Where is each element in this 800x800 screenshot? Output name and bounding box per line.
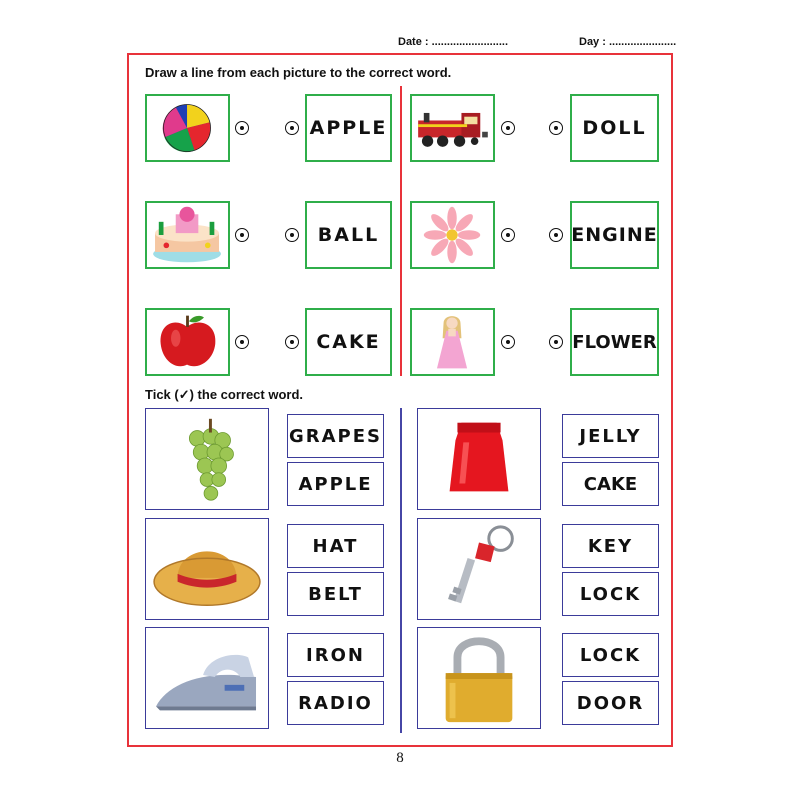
section2-divider <box>400 408 402 733</box>
apple-match-dot[interactable] <box>235 335 249 349</box>
train-engine-picture <box>410 94 495 162</box>
apple-picture <box>145 308 230 376</box>
flower-picture <box>410 201 495 269</box>
option-hat[interactable]: HAT <box>287 524 384 568</box>
word-engine-dot[interactable] <box>549 228 563 242</box>
flower-match-dot[interactable] <box>501 228 515 242</box>
iron-picture <box>145 627 269 729</box>
match-instruction: Draw a line from each picture to the correct word. <box>145 65 452 80</box>
option-jelly[interactable]: JELLY <box>562 414 659 458</box>
option-apple[interactable]: APPLE <box>287 462 384 506</box>
page-number: 8 <box>396 750 404 766</box>
grapes-picture <box>145 408 269 510</box>
section1-divider <box>400 86 402 376</box>
ball-picture <box>145 94 230 162</box>
hat-picture <box>145 518 269 620</box>
word-cake-dot[interactable] <box>285 335 299 349</box>
option-iron[interactable]: IRON <box>287 633 384 677</box>
option-door[interactable]: DOOR <box>562 681 659 725</box>
option-grapes[interactable]: GRAPES <box>287 414 384 458</box>
doll-match-dot[interactable] <box>501 335 515 349</box>
cake-picture <box>145 201 230 269</box>
word-doll-dot[interactable] <box>549 121 563 135</box>
option-key[interactable]: KEY <box>562 524 659 568</box>
date-field: Date : ......................... <box>398 36 509 48</box>
word-cake: CAKE <box>305 308 392 376</box>
option-lock[interactable]: LOCK <box>562 572 659 616</box>
doll-picture <box>410 308 495 376</box>
option-lock-2[interactable]: LOCK <box>562 633 659 677</box>
ball-match-dot[interactable] <box>235 121 249 135</box>
word-flower: FLOWER <box>570 308 659 376</box>
option-radio[interactable]: RADIO <box>287 681 384 725</box>
word-doll: DOLL <box>570 94 659 162</box>
jelly-picture <box>417 408 541 510</box>
word-engine: ENGINE <box>570 201 659 269</box>
word-ball-dot[interactable] <box>285 228 299 242</box>
option-cake[interactable]: CAKE <box>562 462 659 506</box>
word-apple-dot[interactable] <box>285 121 299 135</box>
cake-match-dot[interactable] <box>235 228 249 242</box>
key-picture <box>417 518 541 620</box>
train-match-dot[interactable] <box>501 121 515 135</box>
padlock-picture <box>417 627 541 729</box>
word-flower-dot[interactable] <box>549 335 563 349</box>
tick-instruction: Tick (✓) the correct word. <box>145 387 304 402</box>
word-ball: BALL <box>305 201 392 269</box>
option-belt[interactable]: BELT <box>287 572 384 616</box>
word-apple: APPLE <box>305 94 392 162</box>
day-field: Day : ...................... <box>579 36 677 48</box>
